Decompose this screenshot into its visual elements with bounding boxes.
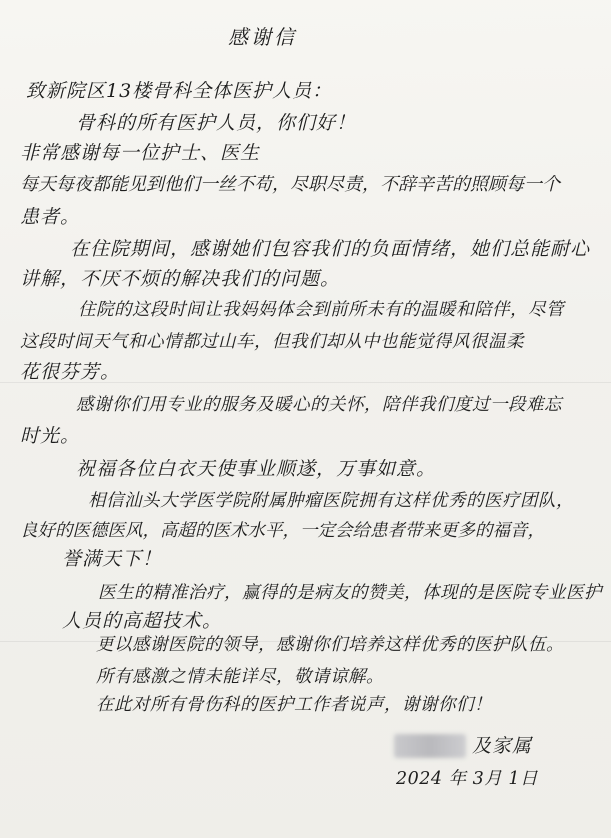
letter-line: 在住院期间，感谢她们包容我们的负面情绪，她们总能耐心 [70, 238, 591, 260]
letter-salutation: 致新院区13楼骨科全体医护人员： [26, 80, 333, 102]
letter-line: 良好的医德医风，高超的医术水平，一定会给患者带来更多的福音， [20, 521, 545, 541]
letter-line: 花很芬芳。 [20, 361, 121, 383]
letter-line: 这段时间天气和心情都过山车，但我们却从中也能觉得风很温柔 [20, 332, 524, 352]
letter-line: 在此对所有骨伤科的医护工作者说声，谢谢你们！ [96, 695, 492, 715]
letter-line: 祝福各位白衣天使事业顺遂，万事如意。 [76, 458, 437, 480]
letter-line: 患者。 [20, 206, 81, 228]
letter-line: 感谢你们用专业的服务及暖心的关怀，陪伴我们度过一段难忘 [76, 395, 562, 415]
letter-line: 更以感谢医院的领导，感谢你们培养这样优秀的医护队伍。 [96, 635, 564, 655]
letter-line: 住院的这段时间让我妈妈体会到前所未有的温暖和陪伴，尽管 [78, 300, 564, 320]
letter-line: 医生的精准治疗，赢得的是病友的赞美，体现的是医院专业医护 [98, 583, 602, 603]
letter-signature: 及家属 [472, 735, 533, 757]
letter-line: 每天每夜都能见到他们一丝不苟，尽职尽责，不辞辛苦的照顾每一个 [20, 174, 560, 195]
redacted-name [394, 734, 466, 758]
letter-line: 誉满天下！ [62, 548, 163, 570]
letter-line: 所有感激之情未能详尽，敬请谅解。 [96, 667, 384, 687]
letter-line: 讲解，不厌不烦的解决我们的问题。 [20, 268, 341, 290]
letter-line: 非常感谢每一位护士、医生 [20, 142, 261, 164]
letter-line: 时光。 [20, 425, 81, 447]
letter-line: 骨科的所有医护人员，你们好！ [76, 112, 357, 134]
letter-date: 2024 年 3月 1日 [396, 769, 538, 789]
letter-line: 人员的高超技术。 [62, 610, 223, 632]
letter-line: 相信汕头大学医学院附属肿瘤医院拥有这样优秀的医疗团队， [88, 491, 574, 511]
letter-title: 感谢信 [228, 25, 297, 49]
